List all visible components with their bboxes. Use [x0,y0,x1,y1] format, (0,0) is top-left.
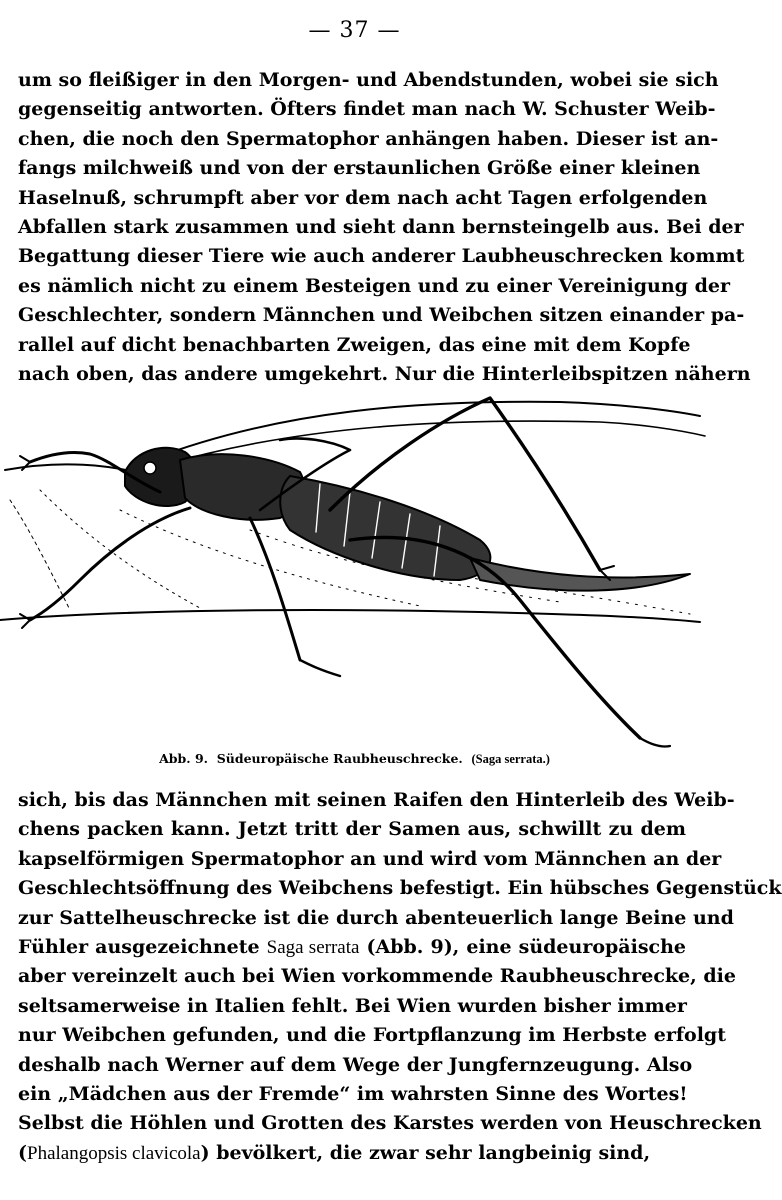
text-line [18,1080,686,1109]
text-line [18,933,686,962]
text-run: Selbst die Höhlen und Grotten des Karstes werden von Heuschrecken [18,1112,762,1135]
latin-name: Phalangopsis clavicola [27,1142,201,1164]
text-run: seltsamerweise in Italien fehlt. Bei Wien wurden bisher immer [18,994,687,1017]
text-run: zur Sattelheuschrecke ist die durch abenteuerlich lange Beine und [18,906,734,929]
text-line: Begattung dieser Tiere wie auch anderer Laubheuschrecken kommt [18,245,745,268]
text-line: um so fleißiger in den Morgen- und Abendstunden, wobei sie sich [18,69,719,91]
text-run: sich, bis das Männchen mit seinen Raifen den Hinterleib des Weib- [18,789,735,811]
text-line [18,1139,686,1168]
text-run: (Abb. 9), eine südeuropäische [359,935,686,958]
text-line [18,992,686,1021]
text-line [18,962,736,991]
figure-caption [0,751,709,767]
text-line: fangs milchweiß und von der erstaunlichen Größe einer kleinen [18,157,701,180]
text-line [18,904,734,933]
text-line [18,1051,693,1080]
text-run: deshalb nach Werner auf dem Wege der Jungfernzeugung. Also [18,1053,693,1076]
text-line: Abfallen stark zusammen und sieht dann bernsteingelb aus. Bei der [18,215,744,238]
latin-name: Saga serrata [266,936,360,958]
figure-latin-name: (Saga serrata.) [471,752,550,766]
text-line: Haselnuß, schrumpft aber vor dem nach acht Tagen erfolgenden [18,186,708,209]
text-line: rallel auf dicht benachbarten Zweigen, das eine mit dem Kopfe [18,333,691,356]
text-run: nur Weibchen gefunden, und die Fortpflanzung im Herbste erfolgt [18,1024,726,1047]
text-line: gegenseitig antworten. Öfters findet man nach W. Schuster Weib- [18,98,716,121]
figure-label: Abb. 9. [159,751,208,766]
text-line [18,874,782,903]
text-line: Geschlechter, sondern Männchen und Weibchen sitzen einander pa- [18,304,745,327]
page-number: — 37 — [308,18,401,43]
text-line: es nämlich nicht zu einem Besteigen und zu einer Vereinigung der [18,274,730,297]
text-line: nach oben, das andere umgekehrt. Nur die Hinterleibspitzen nähern [18,362,751,385]
text-run: ein „Mädchen aus der Fremde“ im wahrsten Sinne des Wortes! [18,1082,688,1105]
text-run: ) bevölkert, die zwar sehr langbeinig sind, [200,1141,651,1164]
text-line [18,1021,726,1050]
text-run: aber vereinzelt auch bei Wien vorkommende Raubheuschrecke, die [18,965,736,988]
text-run: ( [18,1141,27,1164]
paragraph-top [18,66,751,389]
text-run: Fühler ausgezeichnete [18,935,267,958]
text-line: chen, die noch den Spermatophor anhängen haben. Dieser ist an- [18,127,719,150]
text-line [18,845,722,874]
text-run: chens packen kann. Jetzt tritt der Samen aus, schwillt zu dem [18,818,686,841]
paragraph-bottom [18,786,782,1168]
figure-saga-serrata [0,380,709,750]
figure-title: Südeuropäische Raubheuschrecke. [216,751,463,766]
text-line [18,786,735,815]
text-line [18,1109,762,1138]
insect-illustration [0,380,709,750]
text-line [18,815,686,844]
text-run: kapselförmigen Spermatophor an und wird vom Männchen an der [18,847,722,870]
text-run: Geschlechtsöffnung des Weibchens befestigt. Ein hübsches Gegenstück [18,877,782,900]
